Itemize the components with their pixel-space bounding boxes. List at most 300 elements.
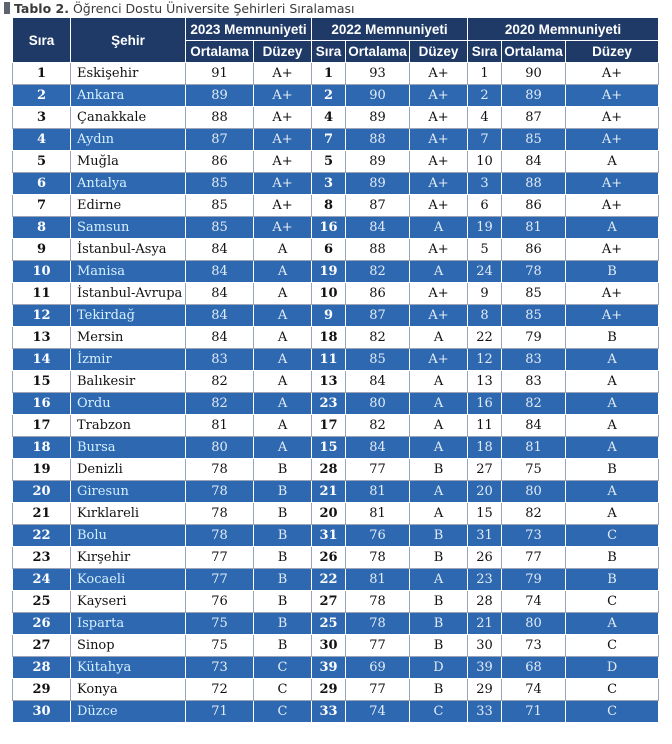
- cell-level-2022: A: [410, 503, 468, 525]
- cell-avg-2022: 82: [346, 261, 410, 283]
- cell-level-2023: B: [254, 525, 312, 547]
- cell-rank-2023: 5: [13, 151, 71, 173]
- cell-level-2022: A+: [410, 349, 468, 371]
- cell-rank-2023: 20: [13, 481, 71, 503]
- cell-avg-2023: 84: [186, 283, 254, 305]
- cell-avg-2022: 89: [346, 107, 410, 129]
- cell-rank-2023: 28: [13, 657, 71, 679]
- cell-level-2022: B: [410, 591, 468, 613]
- cell-rank-2022: 8: [312, 195, 346, 217]
- cell-rank-2023: 18: [13, 437, 71, 459]
- cell-rank-2023: 26: [13, 613, 71, 635]
- cell-rank-2023: 12: [13, 305, 71, 327]
- cell-city: Ankara: [71, 85, 186, 107]
- caption-marker: [4, 2, 10, 14]
- cell-city: Çanakkale: [71, 107, 186, 129]
- cell-avg-2023: 82: [186, 393, 254, 415]
- cell-level-2020: A+: [566, 107, 659, 129]
- cell-avg-2022: 69: [346, 657, 410, 679]
- cell-level-2022: A+: [410, 85, 468, 107]
- cell-avg-2020: 83: [502, 349, 566, 371]
- cell-avg-2020: 74: [502, 591, 566, 613]
- cell-rank-2023: 25: [13, 591, 71, 613]
- cell-avg-2022: 86: [346, 283, 410, 305]
- cell-level-2023: A+: [254, 195, 312, 217]
- header-rank: Sıra: [13, 18, 71, 63]
- cell-level-2022: A+: [410, 239, 468, 261]
- cell-level-2020: A: [566, 151, 659, 173]
- cell-avg-2020: 85: [502, 129, 566, 151]
- cell-avg-2020: 86: [502, 239, 566, 261]
- cell-level-2022: D: [410, 657, 468, 679]
- cell-rank-2023: 17: [13, 415, 71, 437]
- cell-rank-2020: 28: [468, 591, 502, 613]
- cell-avg-2022: 89: [346, 173, 410, 195]
- cell-avg-2022: 85: [346, 349, 410, 371]
- table-row: [13, 503, 659, 525]
- cell-rank-2022: 28: [312, 459, 346, 481]
- cell-rank-2020: 5: [468, 239, 502, 261]
- cell-level-2023: A: [254, 349, 312, 371]
- cell-level-2023: A+: [254, 107, 312, 129]
- cell-avg-2022: 78: [346, 613, 410, 635]
- cell-avg-2023: 87: [186, 129, 254, 151]
- cell-avg-2022: 80: [346, 393, 410, 415]
- cell-rank-2023: 14: [13, 349, 71, 371]
- cell-avg-2022: 89: [346, 151, 410, 173]
- cell-level-2022: A+: [410, 151, 468, 173]
- cell-city: Balıkesir: [71, 371, 186, 393]
- cell-rank-2022: 3: [312, 173, 346, 195]
- header-2020-avg: Ortalama: [502, 41, 566, 63]
- table-row: [13, 371, 659, 393]
- cell-city: Tekirdağ: [71, 305, 186, 327]
- cell-level-2020: A+: [566, 283, 659, 305]
- cell-level-2023: A+: [254, 129, 312, 151]
- cell-rank-2020: 12: [468, 349, 502, 371]
- cell-avg-2020: 68: [502, 657, 566, 679]
- cell-rank-2022: 4: [312, 107, 346, 129]
- cell-rank-2020: 20: [468, 481, 502, 503]
- cell-avg-2023: 84: [186, 327, 254, 349]
- cell-avg-2022: 84: [346, 371, 410, 393]
- cell-avg-2022: 81: [346, 481, 410, 503]
- cell-avg-2022: 78: [346, 591, 410, 613]
- cell-avg-2020: 73: [502, 525, 566, 547]
- cell-city: Antalya: [71, 173, 186, 195]
- cell-level-2020: A: [566, 613, 659, 635]
- cell-level-2023: A: [254, 261, 312, 283]
- cell-rank-2020: 11: [468, 415, 502, 437]
- cell-city: Bursa: [71, 437, 186, 459]
- cell-city: Isparta: [71, 613, 186, 635]
- cell-level-2023: C: [254, 657, 312, 679]
- table-row: [13, 283, 659, 305]
- table-row: [13, 63, 659, 85]
- cell-level-2023: A: [254, 239, 312, 261]
- header-2020-level: Düzey: [566, 41, 659, 63]
- cell-level-2020: A: [566, 349, 659, 371]
- cell-avg-2023: 85: [186, 195, 254, 217]
- table-row: [13, 107, 659, 129]
- cell-rank-2022: 31: [312, 525, 346, 547]
- table-row: [13, 85, 659, 107]
- cell-rank-2020: 29: [468, 679, 502, 701]
- cell-rank-2022: 26: [312, 547, 346, 569]
- cell-avg-2020: 85: [502, 283, 566, 305]
- cell-rank-2023: 10: [13, 261, 71, 283]
- cell-level-2022: A: [410, 569, 468, 591]
- cell-rank-2020: 13: [468, 371, 502, 393]
- cell-rank-2020: 4: [468, 107, 502, 129]
- cell-avg-2023: 78: [186, 503, 254, 525]
- cell-rank-2020: 7: [468, 129, 502, 151]
- cell-rank-2022: 23: [312, 393, 346, 415]
- table-row: [13, 349, 659, 371]
- cell-avg-2023: 91: [186, 63, 254, 85]
- cell-level-2022: B: [410, 679, 468, 701]
- cell-level-2023: A: [254, 393, 312, 415]
- table-row: [13, 679, 659, 701]
- cell-rank-2022: 15: [312, 437, 346, 459]
- cell-level-2022: A: [410, 371, 468, 393]
- cell-rank-2023: 22: [13, 525, 71, 547]
- cell-city: Kırşehir: [71, 547, 186, 569]
- cell-level-2023: A+: [254, 173, 312, 195]
- cell-level-2023: A+: [254, 85, 312, 107]
- cell-rank-2022: 39: [312, 657, 346, 679]
- cell-avg-2023: 85: [186, 173, 254, 195]
- cell-level-2022: A: [410, 437, 468, 459]
- cell-rank-2023: 8: [13, 217, 71, 239]
- cell-level-2020: C: [566, 679, 659, 701]
- cell-rank-2023: 13: [13, 327, 71, 349]
- cell-level-2023: B: [254, 591, 312, 613]
- cell-city: Mersin: [71, 327, 186, 349]
- cell-avg-2022: 77: [346, 679, 410, 701]
- cell-avg-2020: 88: [502, 173, 566, 195]
- cell-avg-2023: 84: [186, 261, 254, 283]
- cell-level-2020: A+: [566, 85, 659, 107]
- cell-rank-2023: 1: [13, 63, 71, 85]
- cell-level-2023: A: [254, 371, 312, 393]
- cell-avg-2020: 85: [502, 305, 566, 327]
- cell-level-2023: B: [254, 459, 312, 481]
- cell-level-2022: B: [410, 547, 468, 569]
- cell-rank-2023: 30: [13, 701, 71, 723]
- header-2022: 2022 Memnuniyeti: [312, 18, 468, 41]
- cell-avg-2020: 77: [502, 547, 566, 569]
- cell-avg-2020: 86: [502, 195, 566, 217]
- cell-level-2023: A+: [254, 151, 312, 173]
- header-2023-level: Düzey: [254, 41, 312, 63]
- cell-avg-2023: 89: [186, 85, 254, 107]
- cell-level-2022: B: [410, 525, 468, 547]
- cell-avg-2023: 84: [186, 239, 254, 261]
- cell-level-2022: A+: [410, 283, 468, 305]
- cell-city: Muğla: [71, 151, 186, 173]
- table-row: [13, 217, 659, 239]
- cell-rank-2023: 6: [13, 173, 71, 195]
- cell-rank-2020: 2: [468, 85, 502, 107]
- cell-level-2020: B: [566, 569, 659, 591]
- cell-level-2022: B: [410, 459, 468, 481]
- cell-level-2023: B: [254, 481, 312, 503]
- cell-rank-2020: 33: [468, 701, 502, 723]
- cell-level-2022: A: [410, 327, 468, 349]
- cell-avg-2022: 87: [346, 195, 410, 217]
- cell-rank-2023: 16: [13, 393, 71, 415]
- cell-rank-2022: 21: [312, 481, 346, 503]
- header-2022-level: Düzey: [410, 41, 468, 63]
- cell-rank-2023: 4: [13, 129, 71, 151]
- cell-avg-2020: 78: [502, 261, 566, 283]
- cell-rank-2022: 33: [312, 701, 346, 723]
- cell-city: Kocaeli: [71, 569, 186, 591]
- cell-avg-2020: 73: [502, 635, 566, 657]
- cell-city: Denizli: [71, 459, 186, 481]
- cell-avg-2020: 81: [502, 217, 566, 239]
- cell-level-2020: B: [566, 261, 659, 283]
- cell-avg-2022: 90: [346, 85, 410, 107]
- cell-rank-2020: 21: [468, 613, 502, 635]
- cell-avg-2022: 76: [346, 525, 410, 547]
- cell-level-2023: B: [254, 547, 312, 569]
- cell-avg-2023: 83: [186, 349, 254, 371]
- cell-rank-2020: 30: [468, 635, 502, 657]
- table-row: [13, 129, 659, 151]
- cell-avg-2022: 82: [346, 327, 410, 349]
- cell-rank-2022: 22: [312, 569, 346, 591]
- cell-avg-2023: 84: [186, 305, 254, 327]
- cell-rank-2022: 1: [312, 63, 346, 85]
- cell-rank-2020: 22: [468, 327, 502, 349]
- cell-avg-2023: 78: [186, 459, 254, 481]
- cell-level-2023: C: [254, 679, 312, 701]
- cell-avg-2023: 72: [186, 679, 254, 701]
- cell-avg-2022: 84: [346, 217, 410, 239]
- cell-avg-2023: 71: [186, 701, 254, 723]
- cell-avg-2022: 93: [346, 63, 410, 85]
- cell-city: Konya: [71, 679, 186, 701]
- cell-avg-2023: 75: [186, 635, 254, 657]
- cell-city: Eskişehir: [71, 63, 186, 85]
- cell-level-2020: A: [566, 217, 659, 239]
- cell-rank-2023: 23: [13, 547, 71, 569]
- cell-rank-2020: 19: [468, 217, 502, 239]
- cell-level-2020: A+: [566, 305, 659, 327]
- cell-avg-2023: 86: [186, 151, 254, 173]
- cell-rank-2020: 6: [468, 195, 502, 217]
- cell-rank-2022: 29: [312, 679, 346, 701]
- header-2023-avg: Ortalama: [186, 41, 254, 63]
- cell-level-2023: A: [254, 437, 312, 459]
- cell-avg-2023: 76: [186, 591, 254, 613]
- cell-level-2020: A+: [566, 173, 659, 195]
- cell-rank-2022: 9: [312, 305, 346, 327]
- cell-avg-2020: 90: [502, 63, 566, 85]
- cell-avg-2020: 75: [502, 459, 566, 481]
- cell-rank-2023: 9: [13, 239, 71, 261]
- cell-rank-2020: 9: [468, 283, 502, 305]
- cell-level-2020: B: [566, 459, 659, 481]
- header-2022-avg: Ortalama: [346, 41, 410, 63]
- cell-avg-2023: 81: [186, 415, 254, 437]
- cell-avg-2020: 82: [502, 393, 566, 415]
- cell-rank-2022: 18: [312, 327, 346, 349]
- cell-rank-2023: 21: [13, 503, 71, 525]
- cell-level-2023: B: [254, 503, 312, 525]
- header-2022-rank: Sıra: [312, 41, 346, 63]
- cell-level-2022: A: [410, 217, 468, 239]
- cell-rank-2022: 19: [312, 261, 346, 283]
- table-row: [13, 701, 659, 723]
- cell-avg-2023: 78: [186, 525, 254, 547]
- cell-avg-2023: 73: [186, 657, 254, 679]
- cell-level-2020: A+: [566, 129, 659, 151]
- cell-level-2023: B: [254, 569, 312, 591]
- caption-title: Öğrenci Dostu Üniversite Şehirleri Sıralaması: [72, 0, 355, 16]
- cell-rank-2023: 11: [13, 283, 71, 305]
- cell-city: Samsun: [71, 217, 186, 239]
- cell-level-2023: A: [254, 415, 312, 437]
- table-row: [13, 459, 659, 481]
- cell-rank-2022: 13: [312, 371, 346, 393]
- cell-level-2023: C: [254, 701, 312, 723]
- cell-rank-2023: 27: [13, 635, 71, 657]
- cell-avg-2022: 88: [346, 239, 410, 261]
- cell-level-2022: A+: [410, 107, 468, 129]
- cell-avg-2020: 83: [502, 371, 566, 393]
- table-row: [13, 327, 659, 349]
- header-2023: 2023 Memnuniyeti: [186, 18, 312, 41]
- table-row: [13, 635, 659, 657]
- cell-avg-2020: 81: [502, 437, 566, 459]
- cell-rank-2020: 27: [468, 459, 502, 481]
- cell-level-2020: A: [566, 437, 659, 459]
- cell-city: Aydın: [71, 129, 186, 151]
- cell-level-2022: B: [410, 635, 468, 657]
- cell-city: Ordu: [71, 393, 186, 415]
- cell-level-2020: D: [566, 657, 659, 679]
- cell-rank-2022: 20: [312, 503, 346, 525]
- table-row: [13, 393, 659, 415]
- cell-rank-2020: 24: [468, 261, 502, 283]
- cell-level-2023: A: [254, 283, 312, 305]
- table-row: [13, 239, 659, 261]
- cell-avg-2020: 84: [502, 415, 566, 437]
- cell-rank-2020: 10: [468, 151, 502, 173]
- cell-rank-2020: 8: [468, 305, 502, 327]
- cell-rank-2022: 17: [312, 415, 346, 437]
- cell-rank-2023: 7: [13, 195, 71, 217]
- cell-rank-2022: 30: [312, 635, 346, 657]
- cell-level-2020: C: [566, 701, 659, 723]
- cell-avg-2020: 89: [502, 85, 566, 107]
- cell-avg-2022: 87: [346, 305, 410, 327]
- table-row: [13, 151, 659, 173]
- cell-avg-2023: 82: [186, 371, 254, 393]
- cell-city: İstanbul-Avrupa: [71, 283, 186, 305]
- table-row: [13, 569, 659, 591]
- table-row: [13, 591, 659, 613]
- cell-level-2020: A: [566, 481, 659, 503]
- cell-level-2020: B: [566, 547, 659, 569]
- cell-city: Bolu: [71, 525, 186, 547]
- header-2020: 2020 Memnuniyeti: [468, 18, 659, 41]
- cell-rank-2022: 25: [312, 613, 346, 635]
- cell-avg-2022: 82: [346, 415, 410, 437]
- table-row: [13, 613, 659, 635]
- table-row: [13, 415, 659, 437]
- cell-rank-2020: 15: [468, 503, 502, 525]
- cell-level-2022: A+: [410, 195, 468, 217]
- cell-level-2023: B: [254, 613, 312, 635]
- cell-level-2022: A+: [410, 129, 468, 151]
- cell-city: Trabzon: [71, 415, 186, 437]
- cell-city: Giresun: [71, 481, 186, 503]
- cell-rank-2022: 5: [312, 151, 346, 173]
- table-caption: [4, 0, 355, 16]
- cell-rank-2022: 2: [312, 85, 346, 107]
- cell-avg-2022: 77: [346, 635, 410, 657]
- cell-city: İstanbul-Asya: [71, 239, 186, 261]
- cell-city: Manisa: [71, 261, 186, 283]
- table-row: [13, 437, 659, 459]
- cell-avg-2020: 87: [502, 107, 566, 129]
- header-city: Şehir: [71, 18, 186, 63]
- cell-level-2020: C: [566, 525, 659, 547]
- cell-city: İzmir: [71, 349, 186, 371]
- cell-avg-2020: 79: [502, 569, 566, 591]
- cell-level-2022: A: [410, 393, 468, 415]
- cell-level-2022: A+: [410, 173, 468, 195]
- cell-level-2020: A: [566, 393, 659, 415]
- cell-rank-2022: 7: [312, 129, 346, 151]
- cell-level-2022: A+: [410, 305, 468, 327]
- cell-rank-2023: 24: [13, 569, 71, 591]
- cell-rank-2022: 11: [312, 349, 346, 371]
- table-row: [13, 547, 659, 569]
- cell-level-2022: A: [410, 261, 468, 283]
- cell-avg-2023: 78: [186, 481, 254, 503]
- cell-level-2020: A+: [566, 63, 659, 85]
- cell-rank-2020: 26: [468, 547, 502, 569]
- cell-avg-2023: 75: [186, 613, 254, 635]
- caption-label: Tablo 2.: [14, 0, 69, 16]
- cell-avg-2022: 84: [346, 437, 410, 459]
- cell-level-2020: A: [566, 371, 659, 393]
- cell-rank-2023: 29: [13, 679, 71, 701]
- cell-avg-2022: 81: [346, 503, 410, 525]
- cell-avg-2020: 84: [502, 151, 566, 173]
- cell-city: Kayseri: [71, 591, 186, 613]
- cell-level-2020: A: [566, 415, 659, 437]
- cell-rank-2023: 3: [13, 107, 71, 129]
- cell-avg-2022: 88: [346, 129, 410, 151]
- table-row: [13, 261, 659, 283]
- cell-level-2020: A: [566, 503, 659, 525]
- cell-rank-2020: 16: [468, 393, 502, 415]
- cell-rank-2020: 3: [468, 173, 502, 195]
- cell-rank-2020: 39: [468, 657, 502, 679]
- cell-city: Kırklareli: [71, 503, 186, 525]
- cell-avg-2020: 80: [502, 613, 566, 635]
- cell-avg-2022: 81: [346, 569, 410, 591]
- cell-level-2023: A+: [254, 217, 312, 239]
- table-row: [13, 305, 659, 327]
- cell-level-2023: A+: [254, 63, 312, 85]
